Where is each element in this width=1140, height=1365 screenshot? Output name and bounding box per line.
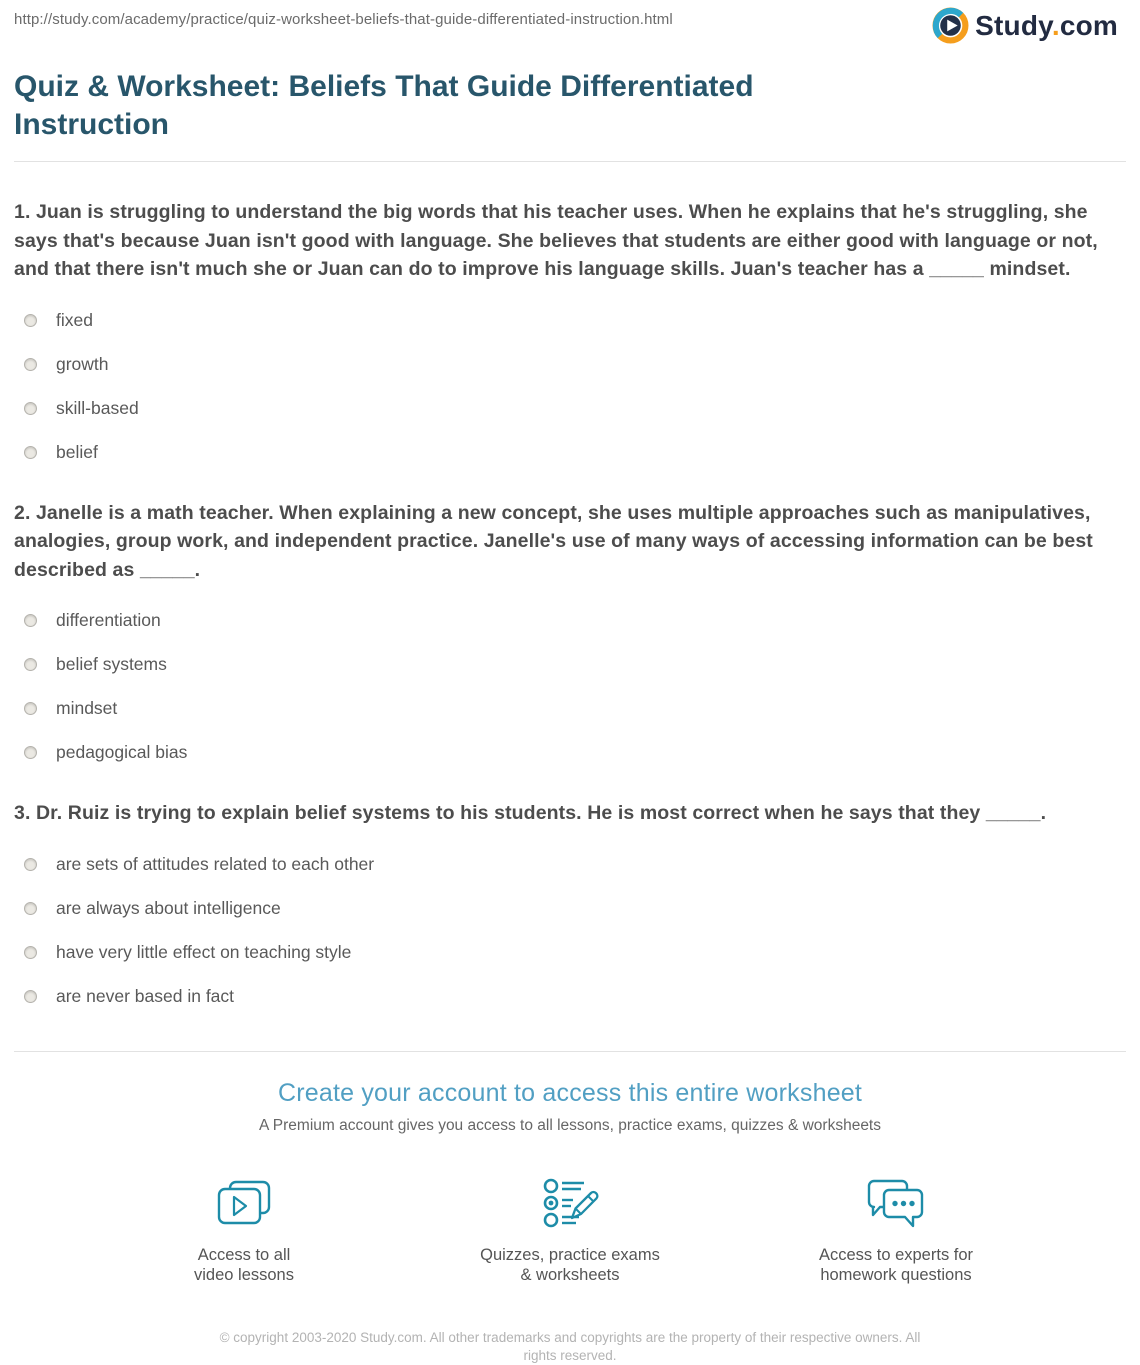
logo-wordmark: Study.com — [975, 9, 1118, 41]
play-circle-icon — [932, 7, 969, 44]
feature-label: Quizzes, practice exams & worksheets — [480, 1245, 660, 1284]
question-text: 1. Juan is struggling to understand the big words that his teacher uses. When he explains that he's struggling, she says that's because Juan isn't good with language. She believes that students are either good with language or not, and that there isn't much she or Juan can do to improve his language skills. Juan's teacher has a _____ mindset. — [14, 201, 1098, 280]
option-row[interactable] — [14, 398, 1126, 419]
option-label: growth — [56, 353, 109, 374]
quiz-worksheet-icon — [461, 1173, 679, 1235]
option-label: are never based in fact — [56, 985, 235, 1006]
option-label: are always about intelligence — [56, 897, 281, 918]
option-label: are sets of attitudes related to each other — [56, 853, 375, 874]
radio-button[interactable] — [24, 314, 37, 327]
page-title: Quiz & Worksheet: Beliefs That Guide Differentiated Instruction — [14, 70, 754, 141]
option-row[interactable] — [14, 898, 1126, 919]
option-row[interactable] — [14, 310, 1126, 331]
radio-button[interactable] — [24, 358, 37, 371]
radio-button[interactable] — [24, 614, 37, 627]
question-text: 3. Dr. Ruiz is trying to explain belief systems to his students. He is most correct when he says that they _____. — [14, 802, 1047, 824]
radio-button[interactable] — [24, 902, 37, 915]
option-label: differentiation — [56, 610, 161, 630]
option-row[interactable] — [14, 698, 1126, 719]
option-label: pedagogical bias — [56, 742, 188, 762]
radio-button[interactable] — [24, 990, 37, 1003]
option-label: skill-based — [56, 397, 139, 418]
signup-section — [14, 1051, 1126, 1285]
question-options — [14, 310, 1126, 463]
page-url: http://study.com/academy/practice/quiz-worksheet-beliefs-that-guide-differentiated-instruction.html — [14, 11, 673, 28]
video-lessons-icon — [135, 1173, 353, 1235]
option-row[interactable] — [14, 742, 1126, 763]
option-row[interactable] — [14, 610, 1126, 631]
question-options — [14, 610, 1126, 763]
feature-list — [14, 1173, 1126, 1285]
option-label: fixed — [56, 309, 93, 330]
copyright-text: © copyright 2003-2020 Study.com. All other trademarks and copyrights are the property of their respective owners. All rights reserved. — [219, 1329, 921, 1363]
question-options — [14, 854, 1126, 1007]
option-row[interactable] — [14, 986, 1126, 1007]
feature-homework-experts — [787, 1173, 1005, 1285]
signup-divider — [14, 1051, 1126, 1052]
feature-video-lessons — [135, 1173, 353, 1285]
feature-label: Access to all video lessons — [194, 1245, 294, 1284]
question-2 — [14, 499, 1126, 764]
radio-button[interactable] — [24, 946, 37, 959]
chat-experts-icon — [787, 1173, 1005, 1235]
feature-label: Access to experts for homework questions — [818, 1245, 974, 1284]
radio-button[interactable] — [24, 746, 37, 759]
option-label: have very little effect on teaching style — [56, 941, 352, 962]
option-row[interactable] — [14, 442, 1126, 463]
option-row[interactable] — [14, 354, 1126, 375]
title-divider — [14, 161, 1126, 162]
question-text: 2. Janelle is a math teacher. When explaining a new concept, she uses multiple approaches such as manipulatives, analogies, group work, and independent practice. Janelle's use of many ways of accessing information can be best described as _____. — [14, 501, 1093, 581]
premium-subheading: A Premium account gives you access to all lessons, practice exams, quizzes & worksheets — [259, 1116, 881, 1134]
option-label: mindset — [56, 698, 118, 718]
page-footer — [14, 1329, 1126, 1365]
create-account-link[interactable]: Create your account to access this entire worksheet — [277, 1078, 863, 1107]
radio-button[interactable] — [24, 702, 37, 715]
radio-button[interactable] — [24, 402, 37, 415]
option-label: belief systems — [56, 654, 167, 674]
option-row[interactable] — [14, 942, 1126, 963]
question-1 — [14, 198, 1126, 463]
option-row[interactable] — [14, 854, 1126, 875]
radio-button[interactable] — [24, 446, 37, 459]
option-label: belief — [56, 441, 98, 462]
radio-button[interactable] — [24, 858, 37, 871]
option-row[interactable] — [14, 654, 1126, 675]
radio-button[interactable] — [24, 658, 37, 671]
question-3 — [14, 799, 1126, 1007]
feature-quizzes-worksheets — [461, 1173, 679, 1285]
study-logo[interactable] — [932, 7, 1118, 44]
